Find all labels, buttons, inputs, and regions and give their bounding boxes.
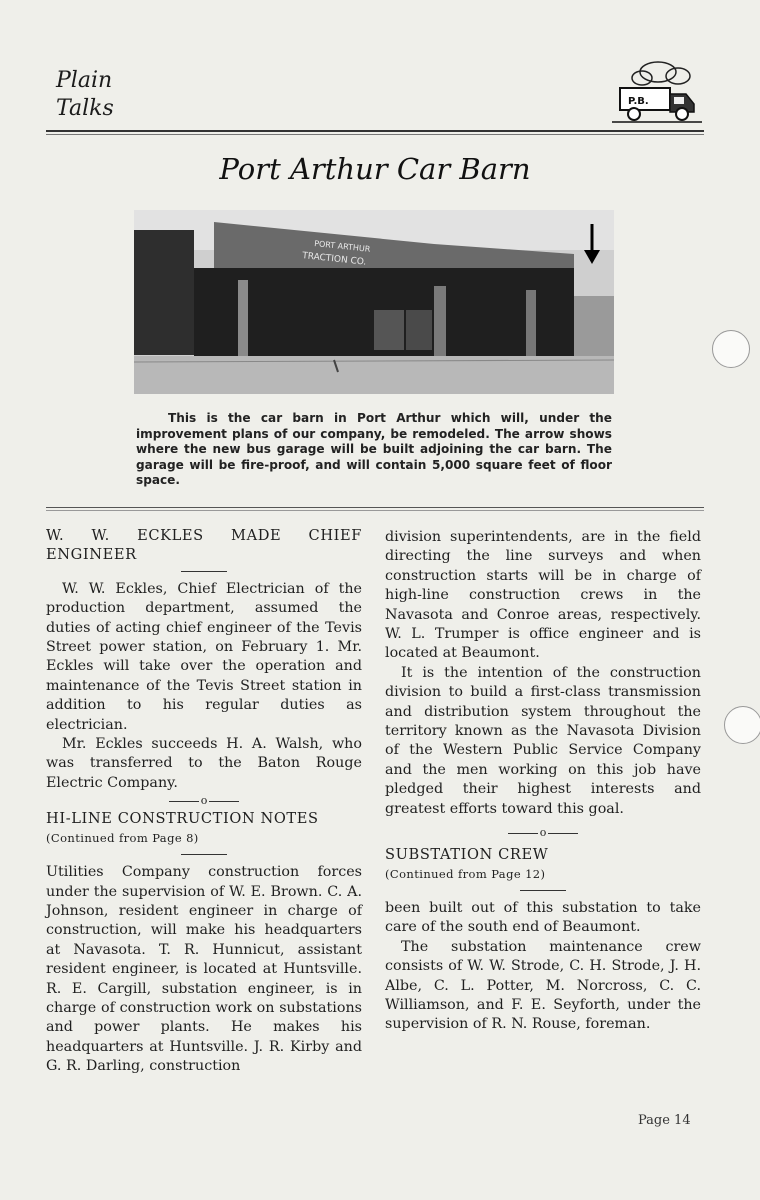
section-separator: o bbox=[46, 795, 362, 807]
eckles-paragraph-2: Mr. Eckles succeeds H. A. Walsh, who was transferred to the Baton Rouge Electric Company. bbox=[46, 736, 362, 791]
logo-line-plain: Plain bbox=[56, 68, 113, 93]
eckles-paragraph-1: W. W. Eckles, Chief Electrician of the production department, assumed the duties of acting chief engineer of the Tevis Street power station, on February 1. Mr. Eckles will take over the operation and maintenance of the Tevis Street station in addition to his regular duties as electrician. bbox=[46, 580, 362, 733]
substation-continued: (Continued from Page 12) bbox=[385, 866, 546, 881]
logo-line-talks: Talks bbox=[56, 96, 114, 121]
top-rule bbox=[46, 130, 704, 132]
substation-heading: SUBSTATION CREW bbox=[385, 846, 549, 864]
divider bbox=[520, 890, 566, 891]
middle-rule bbox=[46, 507, 704, 508]
substation-paragraph-2: The substation maintenance crew consists of W. W. Strode, C. H. Strode, J. H. Albe, C. L. Potter, M. Norcross, C. C. Williamson, and F. E. Seyforth, under the supervision of R. N. Rouse, foreman. bbox=[385, 938, 701, 1033]
hiline-continued: (Continued from Page 8) bbox=[46, 830, 199, 845]
binder-hole bbox=[712, 330, 750, 368]
truck-sign: P.B. bbox=[628, 96, 649, 107]
photo-sign-line1: PORT ARTHUR bbox=[313, 239, 371, 254]
eckles-heading: W. W. ECKLES MADE CHIEF ENGINEER bbox=[46, 527, 362, 564]
top-rule-thin bbox=[46, 134, 704, 135]
hiline-paragraph-2: division superintendents, are in the field directing the line surveys and when construction starts will be in charge of high-line construction crews in the Navasota and Conroe areas, respectively. W. L. Trumper is office engineer and is located at Beaumont. bbox=[385, 529, 701, 662]
plain-talks-logo bbox=[50, 68, 140, 130]
binder-hole bbox=[724, 706, 760, 744]
middle-rule-thin bbox=[46, 510, 704, 511]
divider bbox=[181, 854, 227, 855]
right-column bbox=[385, 528, 701, 1035]
page-number: Page 14 bbox=[638, 1113, 691, 1128]
truck-icon bbox=[608, 58, 704, 128]
section-separator: o bbox=[385, 827, 701, 839]
substation-paragraph-1: been built out of this substation to take care of the south end of Beaumont. bbox=[385, 899, 701, 936]
photo-sign-line2: TRACTION CO. bbox=[301, 251, 367, 268]
hiline-heading: HI-LINE CONSTRUCTION NOTES bbox=[46, 810, 319, 828]
hiline-paragraph-3: It is the intention of the construction division to build a first-class transmission and distribution system throughout the territory known as the Navasota Division of the Western Public Service Company and the men working on this job have pledged their highest interests and greatest efforts toward this goal. bbox=[385, 664, 701, 817]
hiline-paragraph-1: Utilities Company construction forces under the supervision of W. E. Brown. C. A. Johnson, resident engineer in charge of construction, will make his headquarters at Navasota. T. R. Hunnicut, assistant resident engineer, is located at Huntsville. R. E. Cargill, substation engineer, is in charge of construction work on substations and power plants. He makes his headquarters at Huntsville. J. R. Kirby and G. R. Darling, construction bbox=[46, 864, 362, 1075]
page-title: Port Arthur Car Barn bbox=[219, 152, 531, 186]
divider bbox=[181, 571, 227, 572]
left-column bbox=[46, 526, 362, 1077]
photo-caption: This is the car barn in Port Arthur which will, under the improvement plans of our company, be remodeled. The arrow shows where the new bus garage will be built adjoining the car barn. The garage will be fire-proof, and will contain 5,000 square feet of floor space. bbox=[136, 411, 612, 488]
car-barn-photo bbox=[134, 210, 614, 394]
